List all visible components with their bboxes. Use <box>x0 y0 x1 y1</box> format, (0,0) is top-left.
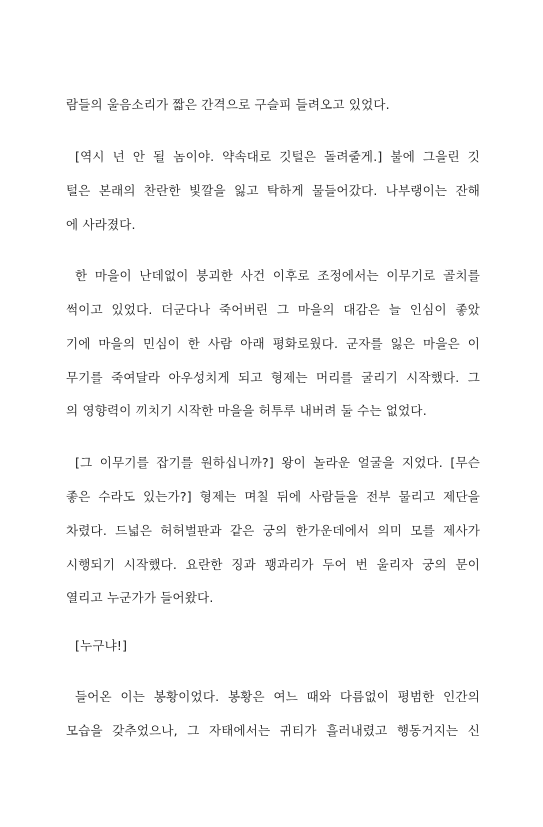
text-line: 한 마을이 난데없이 붕괴한 사건 이후로 조정에서는 이무기로 골치를 <box>75 268 480 283</box>
text-line: 썩이고 있었다. 더군다나 죽어버린 그 마을의 대감은 늘 인심이 좋았 <box>66 302 480 317</box>
text-line: 들어온 이는 봉황이었다. 봉황은 여느 때와 다름없이 평범한 인간의 <box>75 689 480 704</box>
text-line: [누구냐!] <box>75 638 128 653</box>
text-line: 람들의 울음소리가 짧은 간격으로 구슬피 들려오고 있었다. <box>66 97 390 112</box>
text-line: 무기를 죽여달라 아우성치게 되고 형제는 머리를 굴리기 시작했다. 그 <box>66 370 480 385</box>
text-line: 모습을 갖추었으나, 그 자태에서는 귀티가 흘러내렸고 행동거지는 신 <box>66 723 480 738</box>
text-line: 의 영향력이 끼치기 시작한 마을을 허투루 내버려 둘 수는 없었다. <box>66 403 427 418</box>
text-line: 좋은 수라도 있는가?] 형제는 며칠 뒤에 사람들을 전부 물리고 제단을 <box>66 489 480 504</box>
text-line: 시행되기 시작했다. 요란한 징과 꽹과리가 두어 번 울리자 궁의 문이 <box>66 557 480 572</box>
text-line: [그 이무기를 잡기를 원하십니까?] 왕이 놀라운 얼굴을 지었다. [무슨 <box>75 455 480 470</box>
text-line: [역시 넌 안 될 놈이야. 약속대로 깃털은 돌려줄게.] 불에 그을린 깃 <box>75 149 480 164</box>
text-line: 털은 본래의 찬란한 빛깔을 잃고 탁하게 물들어갔다. 나부랭이는 잔해 <box>66 183 480 198</box>
text-line: 기에 마을의 민심이 한 사람 아래 평화로웠다. 군자를 잃은 마을은 이 <box>66 336 480 351</box>
text-line: 열리고 누군가가 들어왔다. <box>66 590 214 605</box>
text-line: 차렸다. 드넓은 허허벌판과 같은 궁의 한가운데에서 의미 모를 제사가 <box>66 523 480 538</box>
text-line: 에 사라졌다. <box>66 217 136 232</box>
